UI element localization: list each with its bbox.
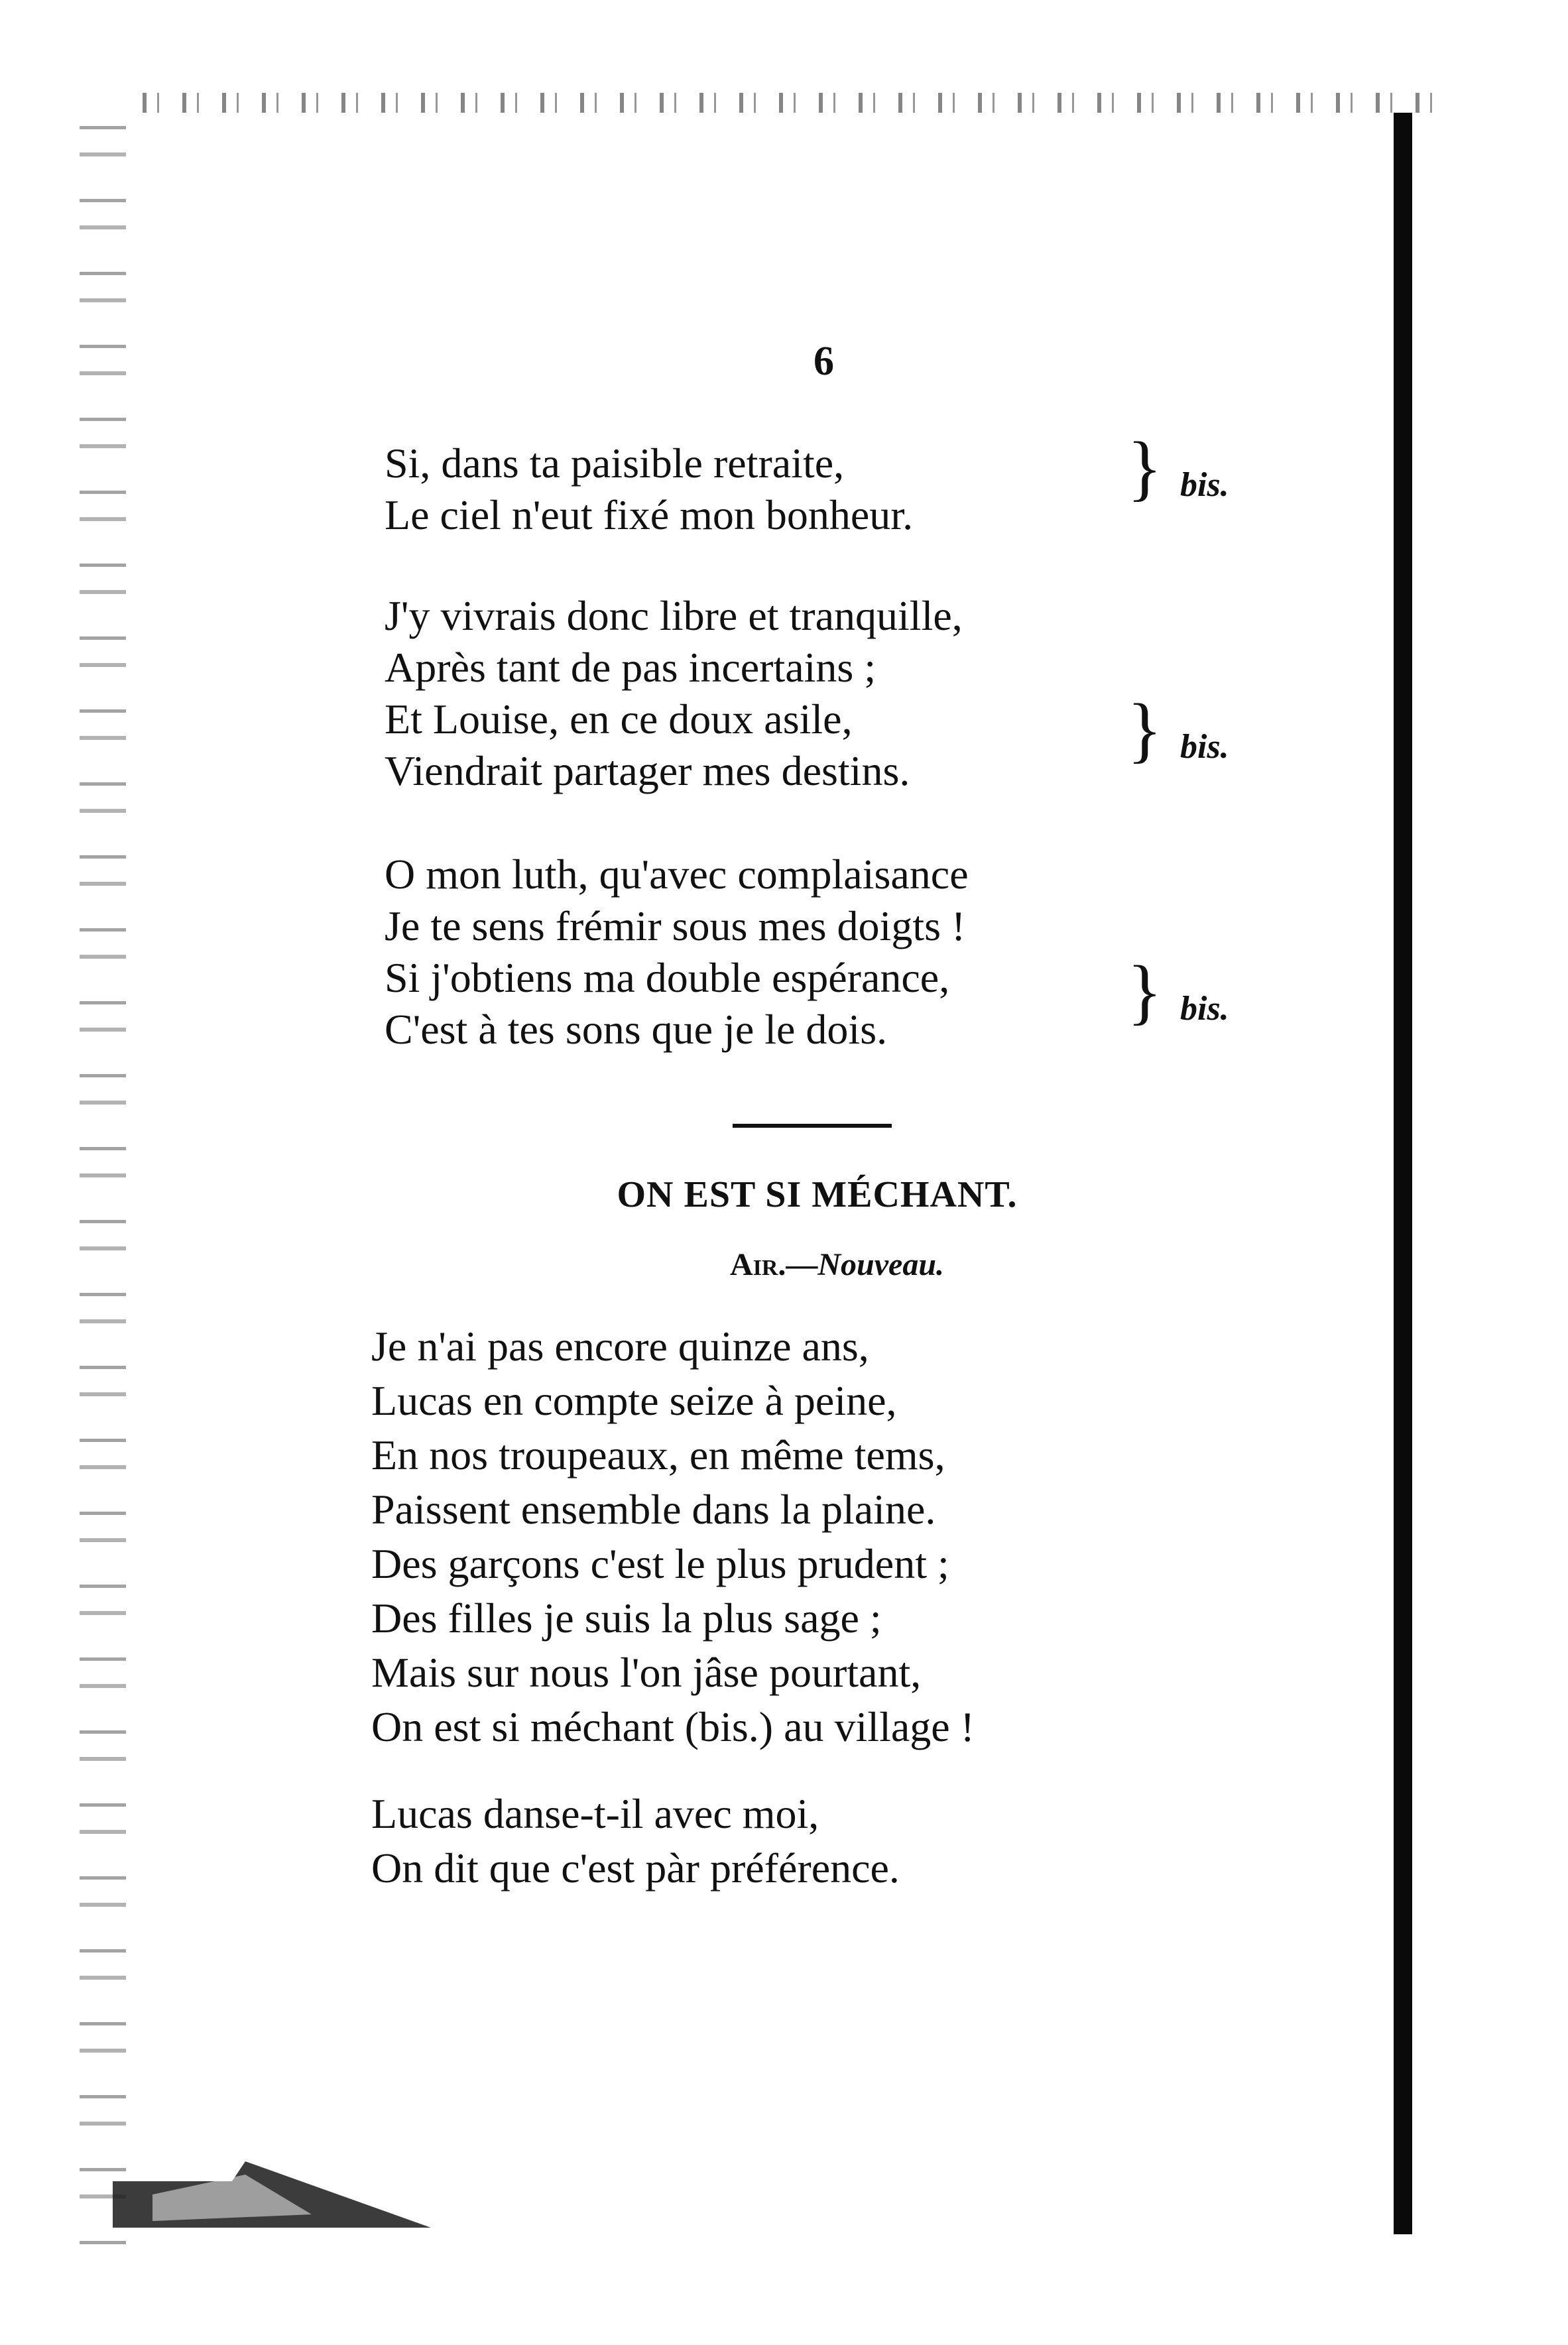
song-verse-2 — [371, 1787, 900, 1895]
stanza-2 — [385, 590, 963, 797]
song-line: Des garçons c'est le plus prudent ; — [371, 1540, 949, 1587]
verse-line: Si j'obtiens ma double espérance, — [385, 954, 950, 1001]
song-line: Lucas danse-t-il avec moi, — [371, 1790, 819, 1837]
song-title: ON EST SI MÉCHANT. — [617, 1174, 1018, 1215]
song-line: Je n'ai pas encore quinze ans, — [371, 1323, 869, 1370]
song-line: Lucas en compte seize à peine, — [371, 1377, 897, 1424]
stanza-3 — [385, 849, 969, 1055]
song-verse-1 — [371, 1319, 975, 1754]
page-number: 6 — [814, 339, 834, 384]
bis-marker: bis. — [1180, 728, 1229, 766]
air-name: Nouveau. — [817, 1247, 945, 1282]
verse-line: Si, dans ta paisible retraite, — [385, 440, 845, 487]
air-dash: — — [786, 1247, 818, 1282]
song-line: Mais sur nous l'on jâse pourtant, — [371, 1649, 922, 1696]
verse-line: Viendrait partager mes destins. — [385, 747, 910, 794]
section-divider — [733, 1124, 892, 1128]
verse-line: Je te sens frémir sous mes doigts ! — [385, 902, 966, 949]
song-line: Des filles je suis la plus sage ; — [371, 1594, 882, 1642]
verse-line: O mon luth, qu'avec complaisance — [385, 851, 969, 898]
song-line: Paissent ensemble dans la plaine. — [371, 1486, 936, 1533]
bis-marker: bis. — [1180, 990, 1229, 1028]
verse-line: J'y vivrais donc libre et tranquille, — [385, 592, 963, 639]
brace-glyph: } — [1127, 689, 1162, 770]
brace-glyph: } — [1127, 427, 1162, 508]
verse-line: Et Louise, en ce doux asile, — [385, 695, 853, 743]
brace-glyph: } — [1127, 951, 1162, 1032]
stanza-1 — [385, 438, 913, 541]
scan-corner-artifact — [113, 2155, 444, 2234]
song-line: On est si méchant (bis.) au village ! — [371, 1703, 975, 1750]
air-label: Air. — [729, 1247, 786, 1282]
verse-line: Le ciel n'eut fixé mon bonheur. — [385, 491, 914, 538]
song-line: En nos troupeaux, en même tems, — [371, 1431, 945, 1478]
scan-edge-top — [143, 93, 1442, 113]
bis-marker: bis. — [1180, 466, 1229, 504]
song-line: On dit que c'est pàr préférence. — [371, 1844, 900, 1892]
verse-line: C'est à tes sons que je le dois. — [385, 1006, 888, 1053]
air-indication — [0, 1246, 1568, 1283]
verse-line: Après tant de pas incertains ; — [385, 644, 876, 691]
